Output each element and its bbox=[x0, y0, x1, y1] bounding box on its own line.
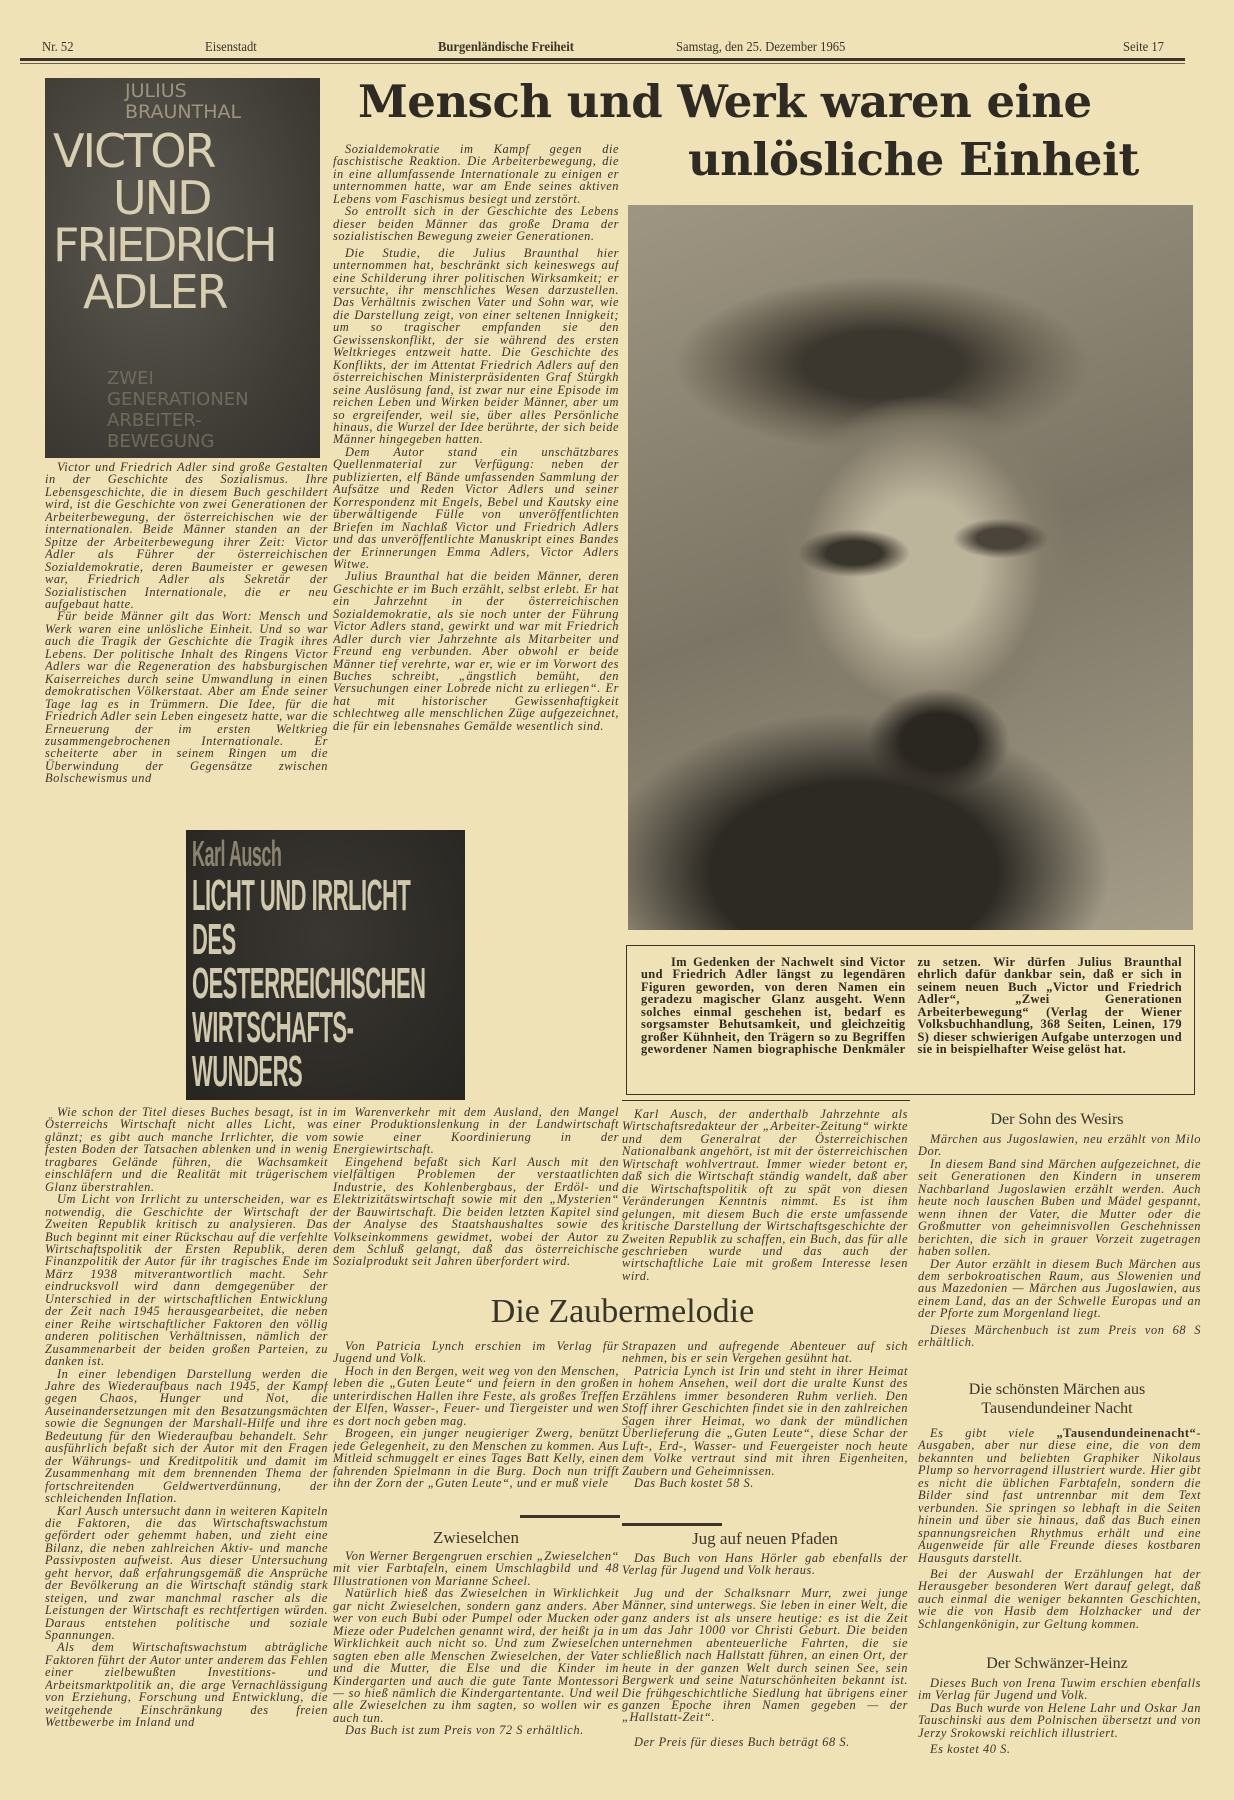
zaubermelodie-column-2 bbox=[622, 1340, 908, 1512]
paragraph: Natürlich hieß das Zwieselchen in Wirklichkeit gar nicht Zwieselchen, sondern ganz anders. Aber wer von euch Bubi oder Pumpel oder Mucken oder Mieze oder Pudelchen genannt wird, der heißt ja in Wirklichkeit auch nicht so. Und zum Zwieselchen sagten eben alle Menschen Zwieselchen, der Vater und die Mutter, die Else und die Kinder im Kindergarten und auch die gute Tante Montessori — so hieß nämlich die Kindergartentante. Und weil alle Zwieselchen zu ihm sagten, so wollen wir es auch tun. bbox=[333, 1586, 619, 1725]
paragraph: Eingehend befaßt sich Karl Ausch mit den vielfältigen Problemen der verstaatlichten Industrie, des Kohlenbergbaus, der Erdöl- und Elektrizitätswirtschaft sowie mit den „Mysterien“ der Bauwirtschaft. Die beiden letzten Kapitel sind der Analyse des Staatshaushaltes sowie des Volkseinkommens gewidmet, wobei der Autor zu dem Schluß gelangt, daß das österreichische Sozialprodukt seit Jahren überfordert wird. bbox=[333, 1154, 619, 1269]
adler-column-2 bbox=[333, 143, 619, 793]
cover-subtitle-line: GENERATIONEN bbox=[107, 389, 249, 410]
adler-boxed-text bbox=[626, 945, 1195, 1095]
place: Eisenstadt bbox=[205, 40, 257, 55]
paragraph: Von Patricia Lynch erschien im Verlag für Jugend und Volk. bbox=[333, 1340, 619, 1366]
paragraph: In diesem Band sind Märchen aufgezeichnet, die seit Generationen den Kindern in unserem Nachbarland Jugoslawien erzählt werden. Auch heute noch lauschen Buben und Mädel gespannt, wenn ihnen der Vater, die Mutter oder die Großmutter von geheimnisvollen Geschehnissen berichten, die sich in grauer Vorzeit zugetragen haben sollen. bbox=[918, 1156, 1201, 1259]
paragraph: Als dem Wirtschaftswachstum abträgliche Faktoren führt der Autor unter anderem das Fehlen einer zielbewußten Investitions- und Arbeitsmarktpolitik an, die arge Vernachlässigung von Erziehung, Forschung und Entwicklung, die weitgehende Einschränkung des freien Wettbewerbe im Inland und bbox=[45, 1640, 328, 1730]
paragraph: Das Buch von Hans Hörler gab ebenfalls der Verlag für Jugend und Volk heraus. bbox=[622, 1552, 908, 1578]
paragraph: Von Werner Bergengruen erschien „Zwieselchen“ mit vier Farbtafeln, einem Umschlagbild und 48 Illustrationen von Marianne Scheel. bbox=[333, 1550, 619, 1588]
book-cover-adler bbox=[45, 78, 320, 458]
paragraph: In einer lebendigen Darstellung werden die Jahre des Wiederaufbaus nach 1945, der Kampf gegen Chaos, Hunger und Not, die Auseinandersetzungen mit den Besatzungsmächten sowie die Segnungen der Marshall-Hilfe und ihre Bedeutung für den Wiederaufbau behandelt. Sehr ausführlich befaßt sich der Autor mit den Fragen der Währungs- und Kreditpolitik und damit im Zusammenhang mit dem brennenden Thema der fortschreitenden Geldwertverdünnung, der schleichenden Inflation. bbox=[45, 1366, 328, 1506]
issue-number: Nr. 52 bbox=[42, 40, 74, 55]
paragraph: Strapazen und aufregende Abenteuer auf sich nehmen, bis er sein Vergehen gesühnt hat. bbox=[622, 1340, 908, 1366]
wesir-title: Der Sohn des Wesirs bbox=[990, 1111, 1124, 1128]
page-number: Seite 17 bbox=[1123, 40, 1164, 55]
cover-subtitle-line: BEWEGUNG bbox=[107, 431, 215, 452]
paragraph: Victor und Friedrich Adler sind große Gestalten in der Geschichte des Sozialismus. Ihre Lebensgeschichte, die in diesem Buch geschildert wird, ist die Geschichte von zwei Generationen der Arbeiterbewegung, der österreichischen wie der internationalen. Beide Männer standen an der Spitze der Arbeiterbewegung ihrer Zeit: Victor Adler als Führer der österreichischen Sozialdemokratie, deren Baumeister er gewesen war, Friedrich Adler als Sekretär der Sozialistischen Internationale, die er neu aufgebaut hatte. bbox=[45, 461, 328, 611]
cover-title-line: VICTOR bbox=[53, 124, 215, 178]
title-line: Tausendundeiner Nacht bbox=[981, 1400, 1133, 1417]
zaubermelodie-title: Die Zaubermelodie bbox=[490, 1293, 755, 1330]
paragraph: Brogeen, ein junger neugieriger Zwerg, benützt jede Gelegenheit, zu den Menschen zu kommen. Aus Mitleid schmuggelt er eines Tages Batt Kelly, einen fahrenden Spielmann in die Burg. Doch nun trifft ihn der Zorn der „Guten Leute“, und er muß viele bbox=[333, 1426, 619, 1490]
adler-column-1 bbox=[45, 461, 328, 796]
tausend-body bbox=[918, 1427, 1201, 1649]
cover-title-line: WIRTSCHAFTS- bbox=[192, 1003, 354, 1052]
headline-line1: Mensch und Werk waren eine bbox=[358, 75, 1092, 128]
paragraph: Um Licht von Irrlicht zu unterscheiden, war es notwendig, die Geschichte der Wirtschaft der Zweiten Republik kritisch zu analysieren. Das Buch beginnt mit einer Rückschau auf die verfehlte Wirtschaftspolitik der Ersten Republik, deren Finanzpolitik der Autor für ihr tragisches Ende im März 1938 mitverantwortlich macht. Sehr eindrucksvoll wird dann demgegenüber der Unterschied in der wirtschaftlichen Entwicklung der Zeit nach 1945 herausgearbeitet, die neben einer Reihe wirtschaftlicher Faktoren den völlig anderen politischen Verhältnissen, nämlich der Zusammenarbeit der beiden großen Parteien, zu danken ist. bbox=[45, 1192, 328, 1369]
cover-author bbox=[125, 81, 241, 123]
wesir-body bbox=[918, 1133, 1201, 1365]
paragraph: Karl Ausch untersucht dann in weiteren Kapiteln die Faktoren, die das Wirtschaftswachstum gefördert oder gehemmt haben, und zieht eine Bilanz, die neben zahlreichen Aktiv- und manche Passivposten aufweist. Aus dieser Untersuchung geht hervor, daß erfahrungsgemäß die Ansprüche der Bevölkerung an die Wirtschaft ständig stark steigen, und zwar manchmal rascher als die Leistungen der Wirtschaft es rechtfertigen würden. Daraus entstehen politische und soziale Spannungen. bbox=[45, 1503, 328, 1643]
masthead-rule bbox=[20, 58, 1185, 61]
paragraph: Bei der Auswahl der Erzählungen hat der Herausgeber besonderen Wert darauf gelegt, daß auch einmal die weniger bekannten Geschichten, wie die von Hasib dem Holzhacker und der Schlangenkönigin, zur Geltung kommen. bbox=[918, 1566, 1201, 1631]
cover-title-line: DES bbox=[192, 915, 236, 964]
heinz-body bbox=[918, 1677, 1201, 1777]
newspaper-name: Burgenländische Freiheit bbox=[438, 40, 574, 55]
cover-title bbox=[53, 124, 275, 319]
ausch-column-1 bbox=[45, 1106, 328, 1774]
cover-author: Karl Ausch bbox=[192, 833, 282, 874]
ausch-column-3 bbox=[622, 1108, 908, 1288]
paragraph: Patricia Lynch ist Irin und steht in ihrer Heimat in hohem Ansehen, weil dort die uralte Kunst des Erzählens immer besonderen Ruhm verlieh. Den Stoff ihrer Geschichten findet sie in den zahlreichen Sagen ihrer Heimat, wo dank der mündlichen Überlieferung die „Guten Leute“, diese Schar der Luft-, Erd-, Wasser- und Feuergeister noch heute dem Volke vertraut sind mit ihren Eigenheiten, Zaubern und Geheimnissen. bbox=[622, 1363, 908, 1478]
paragraph: Das Buch wurde von Helene Lahr und Oskar Jan Tauschinski aus dem Polnischen übersetzt und von Jerzy Srokowski reichlich illustriert. bbox=[918, 1700, 1201, 1740]
cover-title-line: LICHT UND IRRLICHT bbox=[192, 871, 411, 920]
zaubermelodie-column-1 bbox=[333, 1340, 619, 1512]
text: Es gibt viele bbox=[930, 1427, 1057, 1440]
headline-line2: unlösliche Einheit bbox=[688, 133, 1139, 186]
paragraph: Sozialdemokratie im Kampf gegen die faschistische Reaktion. Die Arbeiterbewegung, die in eine allumfassende Internationale zu einigen er unternommen hatte, war am Ende seines aktiven Lebens vom Faschismus besiegt und zerstört. bbox=[333, 143, 619, 206]
cover-author-line: BRAUNTHAL bbox=[125, 101, 242, 123]
paragraph: Dem Autor stand ein unschätzbares Quellenmaterial zur Verfügung: neben der publizierten, elf Bände umfassenden Sammlung der Aufsätze und Reden Victor Adlers und seiner Korrespondenz mit Engels, Bebel und Kautsky eine überwältigende Fülle von unveröffentlichten Briefen im Nachlaß Victor und Friedrich Adlers und das unveröffentlichte Manuskript eines Bandes der Erinnerungen Emma Adlers, Victor Adlers Witwe. bbox=[333, 444, 619, 571]
paragraph: Das Buch ist zum Preis von 72 S erhältlich. bbox=[345, 1723, 584, 1738]
divider bbox=[622, 1523, 722, 1526]
heinz-title: Der Schwänzer-Heinz bbox=[986, 1655, 1128, 1672]
cover-title-line: ADLER bbox=[83, 265, 227, 319]
cover-subtitle-line: ARBEITER- bbox=[107, 410, 202, 431]
paragraph: Der Preis für dieses Buch beträgt 68 S. bbox=[634, 1734, 850, 1749]
cover-title-line: WUNDERS bbox=[192, 1047, 303, 1096]
paragraph: Es kostet 40 S. bbox=[930, 1742, 1011, 1757]
cover-title-line: OESTERREICHISCHEN bbox=[192, 959, 426, 1008]
paragraph: Im Gedenken der Nachwelt sind Victor und Friedrich Adler längst zu legendären Figuren geworden, von deren Namen ein geradezu magischer Glanz ausgeht. Wenn solches einmal geschehen ist, bedarf es sorgsamster Behutsamkeit, und gleichzeitig großer Kühnheit, den Trägern so zu Begriffen gewordener Namen biographische Denkmäler zu setzen. Wir dürfen Julius Braunthal ehrlich dafür dankbar sein, daß er sich in seinem neuen Buch „Victor und Friedrich Adler“, „Zwei Generationen Arbeiterbewegung“ (Verlag der Wiener Volksbuchhandlung, 368 Seiten, Leinen, 179 S) dieser schwierigen Aufgabe unterzogen und sie in beispielhafter Weise gelöst hat. bbox=[641, 955, 1182, 1057]
paragraph bbox=[918, 1427, 1201, 1564]
paragraph: Hoch in den Bergen, weit weg von den Menschen, leben die „Guten Leute“ und feiern in den großen unterirdischen Hallen ihre Feste, als großes Treffen der Elfen, Wasser-, Feuer- und Tiergeister und wen es dort noch geben mag. bbox=[333, 1363, 619, 1428]
zwieselchen-title: Zwieselchen bbox=[433, 1528, 519, 1547]
cover-title-line: UND bbox=[113, 171, 211, 225]
paragraph: Für beide Männer gilt das Wort: Mensch und Werk waren eine unlösliche Einheit. Und so war auch die Tragik der Geschichte die Tragik ihres Lebens. Der politische Inhalt des Ringens Victor Adlers war die Regeneration des habsburgischen Kaiserreiches durch seine Umwandlung in einen demokratischen Völkerstaat. Aber am Ende seiner Tage lag es in Trümmern. Die Idee, für die Friedrich Adler sein Leben eingesetz hatte, war die Erneuerung der im ersten Weltkrieg zusammengebrochenen Internationale. Er scheiterte aber in seinem Ringen um die Überwindung der Gegensätze zwischen Bolschewismus und bbox=[45, 609, 328, 786]
paragraph: Märchen aus Jugoslawien, neu erzählt von Milo Dor. bbox=[918, 1133, 1201, 1159]
paragraph: Julius Braunthal hat die beiden Männer, deren Geschichte er im Buch erzählt, selbst erlebt. Er hat ein Jahrzehnt in der österreichischen Sozialdemokratie, als sie noch unter der Führung Victor Adlers stand, gewirkt und war mit Friedrich Adler durch vier Jahrzehnte als Mitarbeiter und Freund eng verbunden. Aber obwohl er beide Männer tief verehrte, war er, wie er im Vorwort des Buches schreibt, „ängstlich bemüht, den Versuchungen einer Lobrede nicht zu erliegen“. Er hat mit historischer Gewissenhaftigkeit schlechtweg alle menschlichen Züge aufgezeichnet, die für ein lebensnahes Gemälde wesentlich sind. bbox=[333, 569, 619, 733]
book-cover-ausch bbox=[186, 830, 465, 1100]
paragraph: Dieses Buch von Irena Tuwim erschien ebenfalls im Verlag für Jugend und Volk. bbox=[918, 1677, 1201, 1703]
zwieselchen-body bbox=[333, 1550, 619, 1778]
ausch-column-2 bbox=[333, 1106, 619, 1286]
title-line: Die schönsten Märchen aus bbox=[968, 1381, 1146, 1398]
jug-title: Jug auf neuen Pfaden bbox=[692, 1529, 838, 1548]
cover-title-line: FRIEDRICH bbox=[53, 218, 275, 272]
paragraph: Der Autor erzählt in diesem Buch Märchen aus dem serbokroatischen Raum, aus Slowenien und aus Mazedonien — Märchen aus Jugoslawien, aus einem Land, das an der Schwelle Europas und an der Pforte zum Morgenland liegt. bbox=[918, 1256, 1201, 1321]
paragraph: Die Studie, die Julius Braunthal hier unternommen hat, beschränkt sich keineswegs auf eine Schilderung ihrer politischen Wirksamkeit; er versuchte, ihr menschliches Wesen darzustellen. Das Verhältnis zwischen Vater und Sohn war, wie die Darstellung zeigt, von einer seltenen Innigkeit; um so tragischer empfanden sie den Gewissenskonflikt, der sie während des ersten Weltkrieges entzweit hatte. Die Geschichte des Konflikts, der im Attentat Friedrich Adlers auf den österreichischen Ministerpräsidenten Graf Stürgkh seine Auslösung fand, ist zwar nur eine Episode im reichen Leben und Wirken beider Männer, aber um so ergreifender, weil sie, über alles Persönliche hinaus, die Wurzel der Idee berührte, der sich beide Männer hingegeben hatten. bbox=[333, 245, 619, 447]
paragraph: Dieses Märchenbuch ist zum Preis von 68 S erhältlich. bbox=[918, 1322, 1201, 1350]
cover-subtitle bbox=[107, 368, 249, 452]
paragraph: So entrollt sich in der Geschichte des Lebens dieser beiden Männer das große Drama der sozialistischen Bewegung zweier Generationen. bbox=[333, 204, 619, 244]
bold-title: „Tausendundeinenacht“ bbox=[1056, 1427, 1197, 1440]
paragraph: im Warenverkehr mit dem Ausland, den Mangel einer Produktionslenkung in der Landwirtschaft sowie einer Koordinierung in der Energiewirtschaft. bbox=[333, 1106, 619, 1157]
text: -Ausgaben, aber nur diese eine, die von dem bekannten und beliebten Graphiker Nikolaus Plump so hervorragend illustriert wurde. Hier gibt es nicht die üblichen Farbtafeln, sondern die Bilder sind fast untrennbar mit dem Text verbunden. Sie springen so lebhaft in die Seiten hinein und über sie hinaus, daß das Buch einen spannungsreichen Rhythmus erhält und eine Augenweide für alle Freunde dieses kostbaren Hausguts darstellt. bbox=[918, 1427, 1201, 1565]
jug-body bbox=[622, 1552, 908, 1777]
issue-date: Samstag, den 25. Dezember 1965 bbox=[676, 40, 846, 55]
paragraph: Wie schon der Titel dieses Buches besagt, ist in Österreichs Wirtschaft nicht alles Licht, was glänzt; es gibt auch manche Irrlichter, die vom festen Boden der Tatsachen ablenken und in wenig tragbares Gelände führen, die Wachsamkeit einschläfern und die Realität mit trügerischem Glanz überstrahlen. bbox=[45, 1106, 328, 1194]
paragraph: Karl Ausch, der anderthalb Jahrzehnte als Wirtschaftsredakteur der „Arbeiter-Zeitung“ wirkte und dem Generalrat der Österreichischen Nationalbank angehört, ist mit der österreichischen Wirtschaft wohlvertraut. Immer wieder betont er, daß sich die Wirtschaft ständig wandelt, daß aber die Wirtschaftspolitik oft zu spät von diesen Veränderungen Kenntnis nimmt. Es ist ihm gelungen, mit diesem Buch die erste umfassende kritische Darstellung der Wirtschaftsgeschichte der Zweiten Republik zu schaffen, ein Buch, das für alle geschrieben wurde und das auch der wirtschaftliche Laie mit großem Interesse lesen wird. bbox=[622, 1108, 908, 1283]
paragraph: Das Buch kostet 58 S. bbox=[634, 1475, 754, 1490]
divider bbox=[520, 1515, 620, 1518]
cover-subtitle-line: ZWEI bbox=[107, 368, 154, 389]
bust-photograph bbox=[628, 205, 1193, 930]
cover-author-line: JULIUS bbox=[125, 80, 187, 102]
tausend-title bbox=[912, 1380, 1202, 1418]
paragraph: Jug und der Schalksnarr Murr, zwei junge Männer, sind unterwegs. Sie leben in einer Welt, die ganz anders ist als unsere heutige: es ist die Zeit um das Jahr 1000 vor Christi Geburt. Die beiden unternehmen abenteuerliche Fahrten, die sie schließlich nach Hallstatt führen, an einen Ort, der heute in der ganzen Welt durch seinen See, sein Bergwerk und seine Naturschönheiten bekannt ist. Die frühgeschichtliche Siedlung hat übrigens einer ganzen Epoche ihren Namen gegeben — der „Hallstatt-Zeit“. bbox=[622, 1585, 908, 1725]
divider bbox=[622, 1100, 910, 1101]
